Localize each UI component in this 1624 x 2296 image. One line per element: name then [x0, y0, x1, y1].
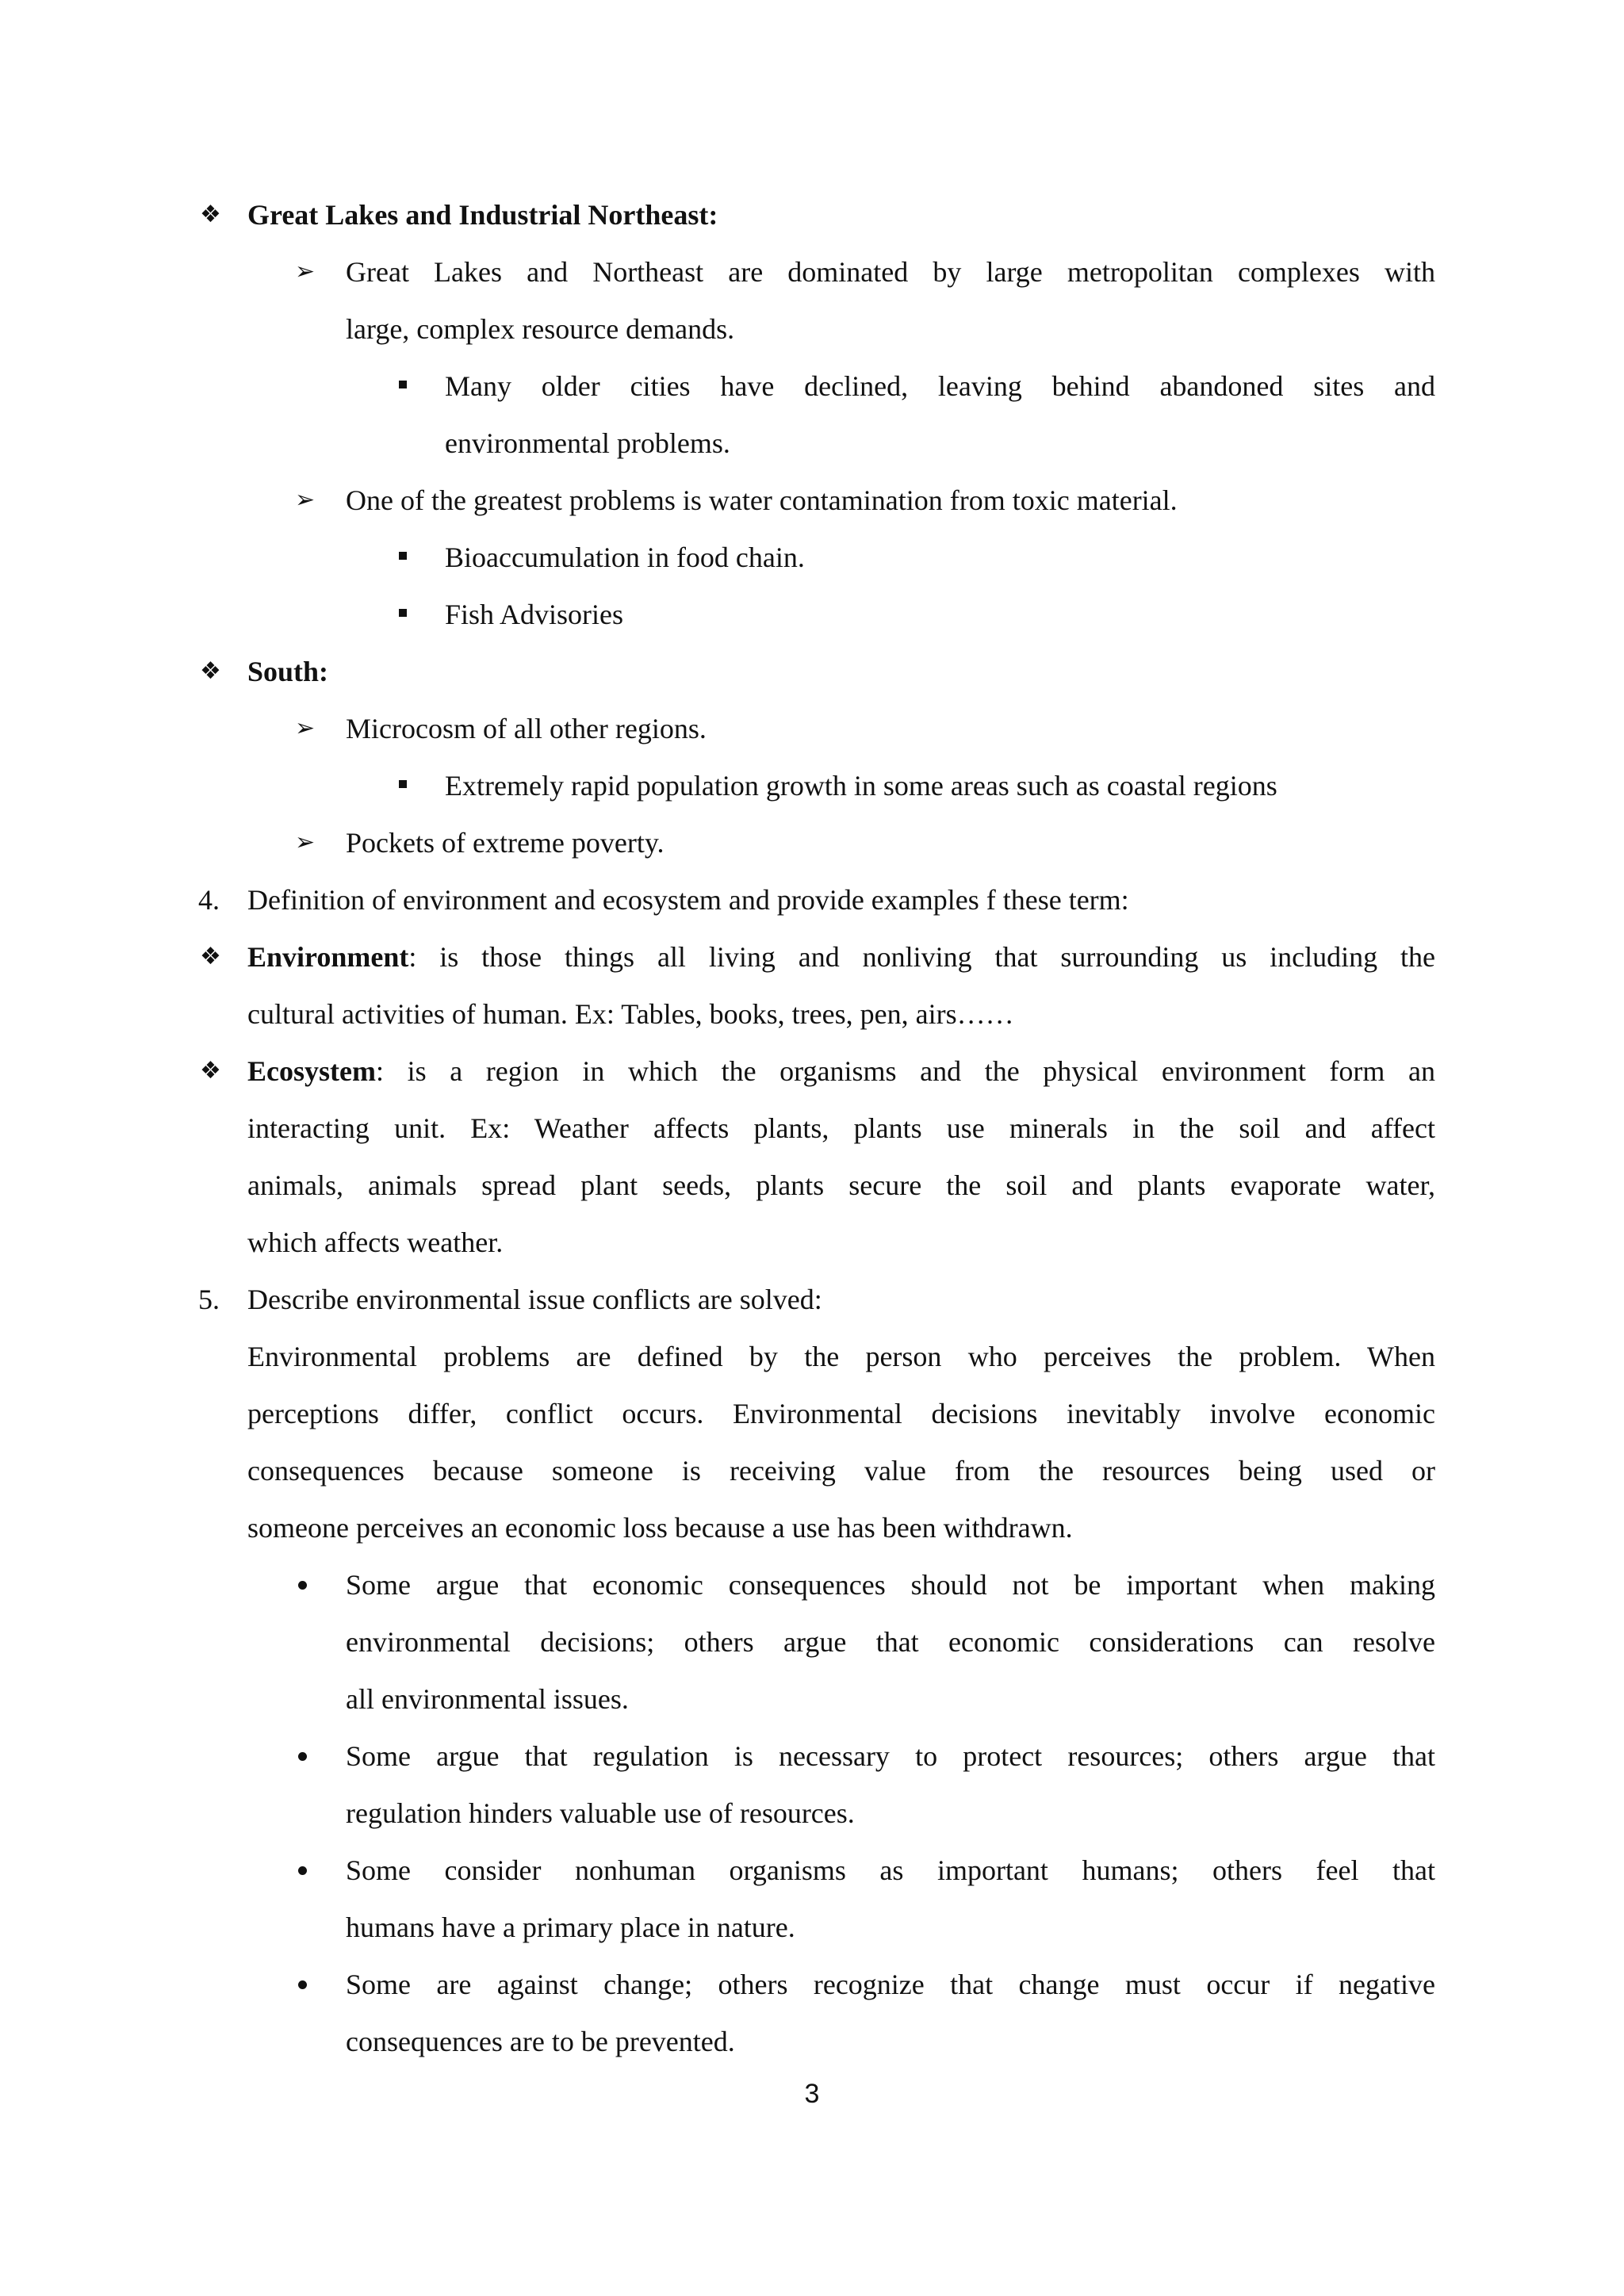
great-lakes-subpoint-3: Fish Advisories: [445, 599, 624, 630]
south-point-2: Pockets of extreme poverty.: [346, 827, 665, 859]
conflict-bullet-4-line-1: Some are against change; others recognize that change must occur if negative: [346, 1969, 1435, 2000]
arrow-bullet-icon: ➢: [295, 828, 316, 856]
environment-definition-line-2: cultural activities of human. Ex: Tables, books, trees, pen, airs……: [247, 998, 1014, 1030]
arrow-bullet-icon: ➢: [295, 258, 316, 285]
question-5-text: Describe environmental issue conflicts are solved:: [247, 1284, 822, 1315]
great-lakes-subpoint-2: Bioaccumulation in food chain.: [445, 541, 805, 573]
arrow-bullet-icon: ➢: [295, 714, 316, 742]
conflict-bullet-2-line-1: Some argue that regulation is necessary to protect resources; others argue that: [346, 1740, 1435, 1772]
square-bullet-icon: [399, 552, 407, 560]
south-subpoint-1: Extremely rapid population growth in some areas such as coastal regions: [445, 770, 1277, 802]
great-lakes-point-2: One of the greatest problems is water contamination from toxic material.: [346, 484, 1178, 516]
south-point-1: Microcosm of all other regions.: [346, 713, 707, 744]
round-bullet-icon: [298, 1752, 307, 1761]
square-bullet-icon: [399, 381, 407, 388]
great-lakes-point-1-line-1: Great Lakes and Northeast are dominated by large metropolitan complexes with: [346, 256, 1435, 288]
page-number: 3: [804, 2079, 820, 2109]
round-bullet-icon: [298, 1980, 307, 1989]
ecosystem-definition-line-4: which affects weather.: [247, 1226, 504, 1258]
round-bullet-icon: [298, 1581, 307, 1590]
conflict-bullet-1-line-3: all environmental issues.: [346, 1683, 629, 1715]
square-bullet-icon: [399, 609, 407, 617]
diamond-bullet-icon: ❖: [200, 657, 221, 685]
conflict-bullet-3-line-2: humans have a primary place in nature.: [346, 1911, 795, 1943]
environment-definition-text: : is those things all living and nonliving that surrounding us including the: [408, 941, 1435, 973]
section-heading-south: South:: [247, 656, 329, 687]
environment-term: Environment: [247, 941, 409, 973]
ecosystem-term: Ecosystem: [247, 1055, 376, 1087]
question-4-text: Definition of environment and ecosystem and provide examples f these term:: [247, 884, 1129, 916]
question-5-paragraph-line-2: perceptions differ, conflict occurs. Environmental decisions inevitably involve economic: [247, 1398, 1435, 1429]
conflict-bullet-1-line-1: Some argue that economic consequences should not be important when making: [346, 1569, 1435, 1601]
arrow-bullet-icon: ➢: [295, 486, 316, 514]
conflict-bullet-3-line-1: Some consider nonhuman organisms as important humans; others feel that: [346, 1854, 1435, 1886]
question-5-paragraph-line-4: someone perceives an economic loss because a use has been withdrawn.: [247, 1512, 1073, 1544]
list-number-4: 4.: [198, 884, 220, 916]
square-bullet-icon: [399, 780, 407, 788]
environment-definition-line-1: [247, 943, 1435, 971]
diamond-bullet-icon: ❖: [200, 1057, 221, 1085]
conflict-bullet-4-line-2: consequences are to be prevented.: [346, 2026, 735, 2057]
section-heading-great-lakes: Great Lakes and Industrial Northeast:: [247, 199, 718, 231]
conflict-bullet-1-line-2: environmental decisions; others argue that economic considerations can resolve: [346, 1626, 1435, 1658]
diamond-bullet-icon: ❖: [200, 943, 221, 970]
great-lakes-point-1-line-2: large, complex resource demands.: [346, 313, 735, 345]
question-5-paragraph-line-3: consequences because someone is receiving value from the resources being used or: [247, 1455, 1435, 1487]
ecosystem-definition-line-2: interacting unit. Ex: Weather affects plants, plants use minerals in the soil and affect: [247, 1112, 1435, 1144]
diamond-bullet-icon: ❖: [200, 201, 221, 228]
ecosystem-definition-line-1: [247, 1057, 1435, 1085]
round-bullet-icon: [298, 1866, 307, 1875]
conflict-bullet-2-line-2: regulation hinders valuable use of resources.: [346, 1797, 855, 1829]
list-number-5: 5.: [198, 1284, 220, 1315]
great-lakes-subpoint-1-line-2: environmental problems.: [445, 427, 730, 459]
question-5-paragraph-line-1: Environmental problems are defined by the person who perceives the problem. When: [247, 1341, 1435, 1372]
great-lakes-subpoint-1-line-1: Many older cities have declined, leaving behind abandoned sites and: [445, 370, 1435, 402]
ecosystem-definition-line-3: animals, animals spread plant seeds, plants secure the soil and plants evaporate water,: [247, 1169, 1435, 1201]
ecosystem-definition-text: : is a region in which the organisms and the physical environment form an: [375, 1055, 1435, 1087]
